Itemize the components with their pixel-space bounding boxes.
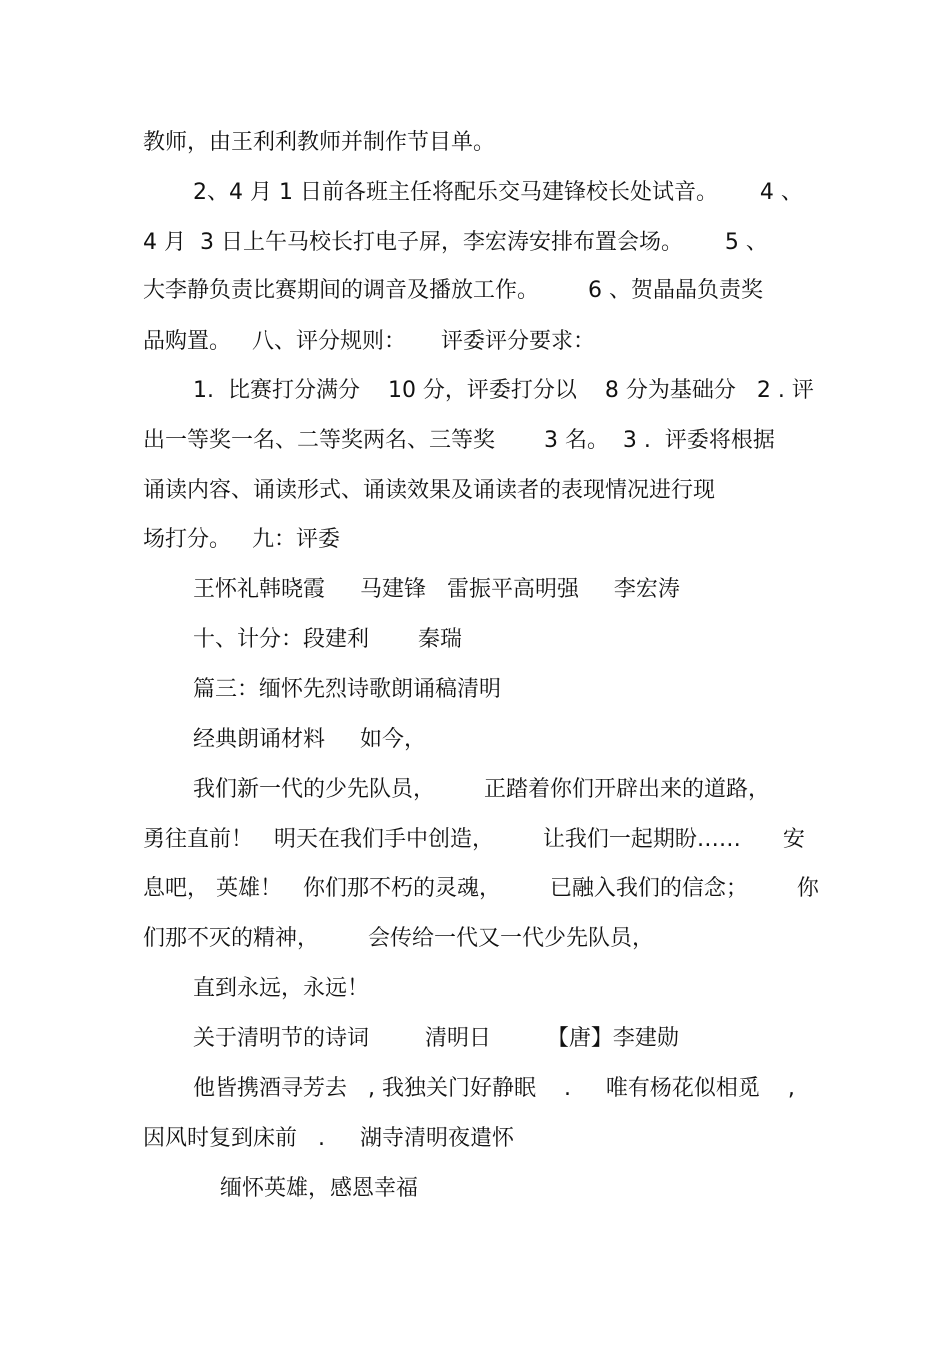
text-line-3: 4 月 3 日上午马校长打电子屏，李宏涛安排布置会场。 5 、 xyxy=(143,230,768,255)
text-line-17: 们那不灭的精神， 会传给一代又一代少先队员， xyxy=(143,926,654,951)
text-line-4: 大李静负责比赛期间的调音及播放工作。 6 、贺晶晶负责奖 xyxy=(143,278,763,303)
text-line-9: 场打分。 九：评委 xyxy=(143,527,340,552)
text-line-12: 篇三：缅怀先烈诗歌朗诵稿清明 xyxy=(193,677,502,702)
text-line-20: 他皆携酒寻芳去 , 我独关门好静眠 . 唯有杨花似相觅 , xyxy=(193,1076,795,1101)
text-line-14: 我们新一代的少先队员， 正踏着你们开辟出来的道路， xyxy=(193,777,770,802)
text-line-8: 诵读内容、诵读形式、诵读效果及诵读者的表现情况进行现 xyxy=(143,478,716,503)
text-line-22: 缅怀英雄，感恩幸福 xyxy=(220,1176,419,1201)
text-line-16: 息吧， 英雄！ 你们那不朽的灵魂， 已融入我们的信念； 你 xyxy=(143,876,819,901)
text-line-7: 出一等奖一名、二等奖两名、三等奖 3 名。 3 . 评委将根据 xyxy=(143,428,775,453)
text-line-19: 关于清明节的诗词 清明日 【唐】李建勋 xyxy=(193,1026,679,1051)
text-line-10: 王怀礼韩晓霞 马建锋 雷振平高明强 李宏涛 xyxy=(193,577,680,602)
text-line-5: 品购置。 八、评分规则： 评委评分要求： xyxy=(143,329,595,354)
text-line-1: 教师，由王利利教师并制作节目单。 xyxy=(143,130,496,155)
text-line-21: 因风时复到床前 . 湖寺清明夜遣怀 xyxy=(143,1126,514,1151)
text-line-15: 勇往直前！ 明天在我们手中创造， 让我们一起期盼…… 安 xyxy=(143,827,805,852)
text-line-18: 直到永远，永远！ xyxy=(193,976,370,1001)
text-line-2: 2、4 月 1 日前各班主任将配乐交马建锋校长处试音。 4 、 xyxy=(193,180,803,205)
text-line-13: 经典朗诵材料 如今， xyxy=(193,727,426,752)
text-line-6: 1. 比赛打分满分 10 分，评委打分以 8 分为基础分 2 . 评 xyxy=(193,378,814,403)
text-line-11: 十、计分：段建利 秦瑞 xyxy=(193,627,462,652)
